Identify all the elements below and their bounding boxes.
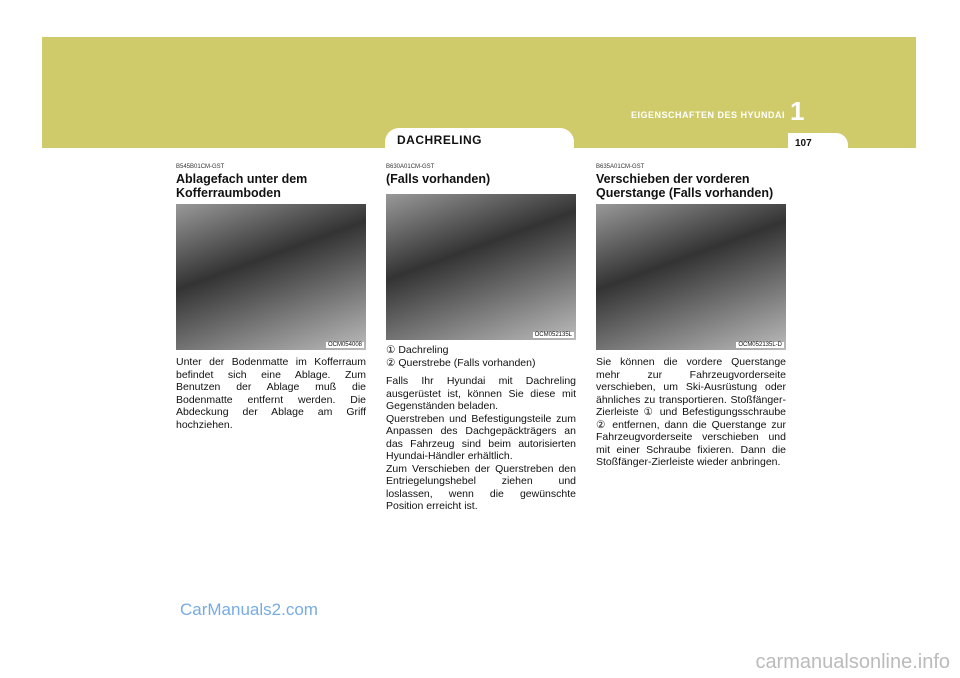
body-text: Zum Verschieben der Querstreben den Entriegelungshebel ziehen und loslassen, wenn die gewünschte Position erreicht ist. xyxy=(386,462,576,512)
roof-rail-image xyxy=(386,194,576,340)
section-heading: Verschieben der vorderen Querstange (Falls vorhanden) xyxy=(596,172,774,200)
trunk-storage-image xyxy=(176,204,366,350)
page-number: 107 xyxy=(795,138,812,149)
watermark: CarManuals2.com xyxy=(180,600,318,619)
section-code: B630A01CM-GST xyxy=(386,164,435,170)
image-code: OCM052135L xyxy=(534,332,572,338)
section-code: B635A01CM-GST xyxy=(596,164,645,170)
section-title: DACHRELING xyxy=(397,133,482,147)
image-code: OCM054008 xyxy=(327,342,362,348)
column-roof-rail xyxy=(386,164,576,513)
body-text: Falls Ihr Hyundai mit Dachreling ausgerüstet ist, können Sie diese mit Gegenständen beladen. xyxy=(386,375,576,412)
body-text: Sie können die vordere Querstange mehr zur Fahrzeugvorderseite verschieben, um Ski-Ausrüstung oder ähnliches zu transportieren. Stoßfänger-Zierleiste ① und Befestigungsschraube ② entfernen, dann die Querstange zur Fahrzeugvorderseite verschieben und mit einer Schraube fixieren. Dann die Stoßfänger-Zierleiste wieder anbringen. xyxy=(596,356,786,468)
section-code: B545B01CM-GST xyxy=(176,164,225,170)
section-heading: (Falls vorhanden) xyxy=(386,172,491,186)
column-crossbar xyxy=(596,164,786,469)
body-text: Querstreben und Befestigungsteile zum Anpassen des Dachgepäckträgers an das Fahrzeug sind beim autorisierten Hyundai-Händler erhältlich. xyxy=(386,412,576,462)
section-heading: Ablagefach unter dem Kofferraumboden xyxy=(176,172,308,200)
legend-item: ① Dachreling xyxy=(386,344,449,356)
chapter-title: EIGENSCHAFTEN DES HYUNDAI xyxy=(630,110,785,120)
column-storage xyxy=(176,164,366,431)
legend-item: ② Querstrebe (Falls vorhanden) xyxy=(386,356,536,369)
crossbar-image xyxy=(596,204,786,350)
image-code: OCM052135L-D xyxy=(738,342,782,348)
footer-watermark: carmanualsonline.info xyxy=(755,651,950,673)
body-text: Unter der Bodenmatte im Kofferraum befindet sich eine Ablage. Zum Benutzen der Ablage muß die Bodenmatte entfernt werden. Die Abdeckung der Ablage am Griff hochziehen. xyxy=(176,356,366,431)
chapter-number: 1 xyxy=(790,96,805,126)
